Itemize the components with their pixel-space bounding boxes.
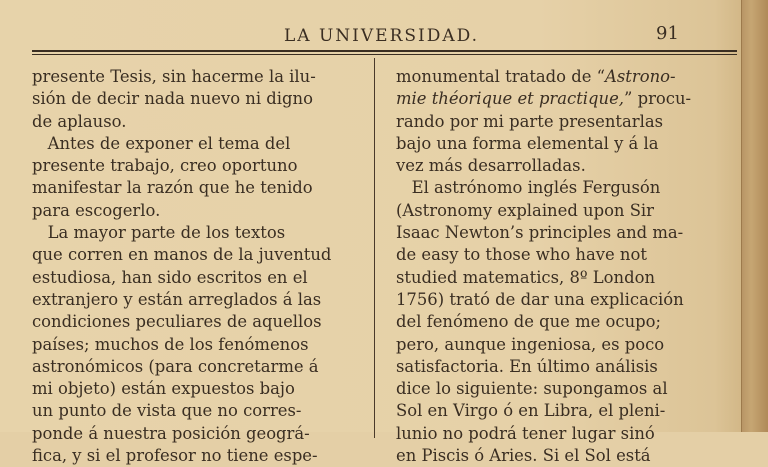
text-line: de easy to those who have not	[396, 245, 647, 265]
italic-title: mie théorique et practique,	[396, 89, 625, 109]
italic-title: Astrono-	[605, 67, 676, 86]
text-line: manifestar la razón que he tenido	[32, 178, 313, 198]
text-line: astronómicos (para concretarme á	[32, 356, 319, 376]
text-line: que corren en manos de la juventud	[32, 245, 332, 265]
text-line: Isaac Newton’s principles and ma-	[396, 223, 684, 243]
text-line: de aplauso.	[32, 111, 127, 131]
text-line	[396, 66, 732, 88]
text-line: pero, aunque ingeniosa, es poco	[396, 334, 665, 354]
text-line: Sol en Virgo ó en Libra, el pleni-	[396, 401, 666, 421]
running-title: LA UNIVERSIDAD.	[284, 26, 480, 46]
text-line: un punto de vista que no corres-	[32, 401, 302, 421]
book-spine	[741, 0, 768, 432]
text-line: mi objeto) están expuestos bajo	[32, 379, 295, 399]
text-line: presente trabajo, creo oportuno	[32, 156, 298, 176]
text-line: en Piscis ó Aries. Si el Sol está	[396, 446, 651, 466]
text-line: extranjero y están arreglados á las	[32, 289, 322, 309]
text-line: sión de decir nada nuevo ni digno	[32, 89, 313, 109]
text-span: monumental tratado de “	[396, 67, 606, 86]
column-divider	[374, 58, 375, 438]
header-rule	[32, 50, 737, 52]
text-line: La mayor parte de los textos	[32, 223, 286, 243]
text-line: estudiosa, han sido escritos en el	[32, 267, 308, 287]
page-header	[32, 22, 732, 48]
text-line	[396, 88, 732, 110]
text-line: El astrónomo inglés Fergusón	[396, 178, 661, 198]
text-line: presente Tesis, sin hacerme la ilu-	[32, 67, 316, 86]
text-line: rando por mi parte presentarlas	[396, 111, 664, 131]
text-line: del fenómeno de que me ocupo;	[396, 312, 662, 332]
text-line: condiciones peculiares de aquellos	[32, 312, 322, 332]
text-line: bajo una forma elemental y á la	[396, 133, 659, 153]
text-line: vez más desarrolladas.	[396, 156, 586, 176]
text-line: Antes de exponer el tema del	[32, 133, 291, 153]
text-line: para escogerlo.	[32, 200, 161, 220]
right-column	[396, 66, 732, 467]
text-line: satisfactoria. En último análisis	[396, 356, 658, 376]
text-line: países; muchos de los fenómenos	[32, 334, 309, 354]
text-line: studied matematics, 8º London	[396, 267, 656, 287]
text-line: lunio no podrá tener lugar sinó	[396, 423, 655, 443]
text-line: (Astronomy explained upon Sir	[396, 200, 655, 220]
header-rule-thin	[32, 54, 737, 55]
left-column	[32, 66, 362, 467]
text-line: 1756) trató de dar una explicación	[396, 289, 684, 309]
text-line: dice lo siguiente: supongamos al	[396, 379, 668, 399]
text-line: ponde á nuestra posición geográ-	[32, 423, 310, 443]
text-span: ” procu-	[624, 89, 692, 109]
text-line: fica, y si el profesor no tiene espe-	[32, 446, 318, 466]
page-number: 91	[656, 23, 679, 44]
